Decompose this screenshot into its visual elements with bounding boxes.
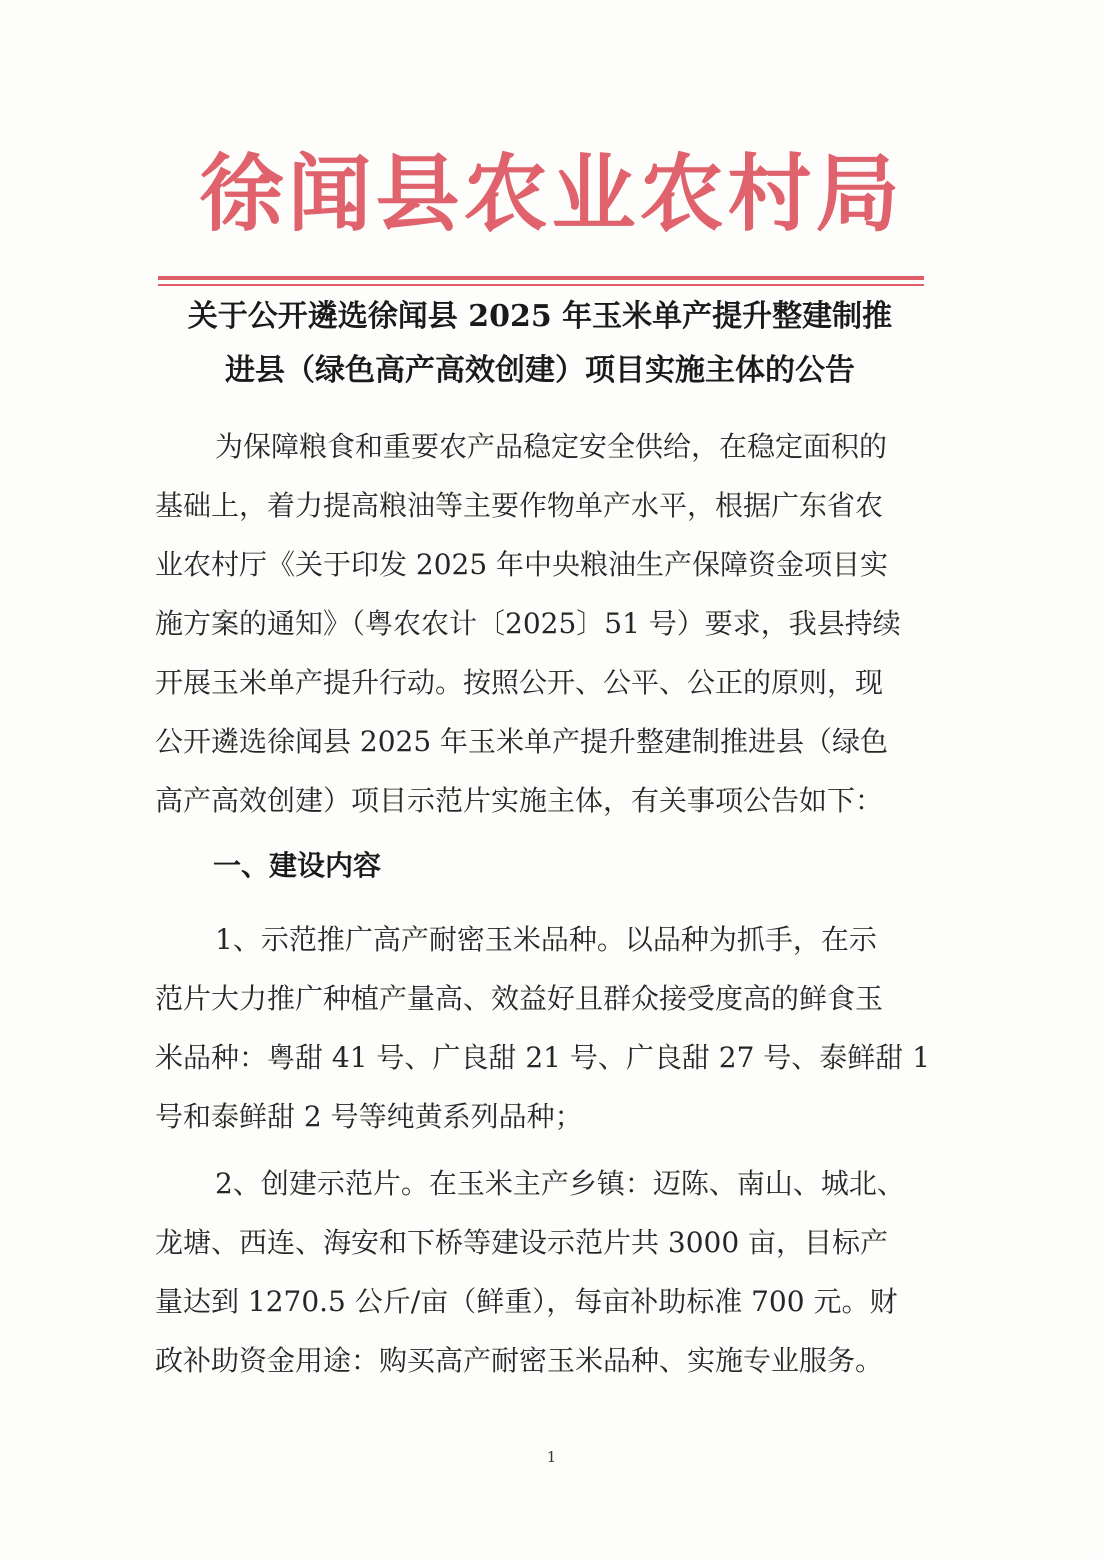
- page-number: 1: [546, 1448, 557, 1466]
- paragraph-line: 高产高效创建）项目示范片实施主体，有关事项公告如下：: [155, 784, 884, 817]
- paragraph-line: 施方案的通知》（粤农农计〔2025〕51 号）要求，我县持续: [155, 607, 901, 640]
- paragraph-line: 为保障粮食和重要农产品稳定安全供给，在稳定面积的: [215, 430, 888, 463]
- paragraph-line: 量达到 1270.5 公斤/亩（鲜重），每亩补助标准 700 元。财: [155, 1285, 898, 1318]
- intro-paragraph: [155, 417, 918, 830]
- paragraph-line: 公开遴选徐闻县 2025 年玉米单产提升整建制推进县（绿色: [155, 725, 889, 758]
- paragraph-line: 龙塘、西连、海安和下桥等建设示范片共 3000 亩，目标产: [155, 1226, 889, 1259]
- paragraph-line: 政补助资金用途：购买高产耐密玉米品种、实施专业服务。: [155, 1344, 884, 1377]
- paragraph-line: 米品种：粤甜 41 号、广良甜 21 号、广良甜 27 号、泰鲜甜 1: [155, 1041, 931, 1074]
- notice-title: [140, 290, 940, 398]
- masthead-rule-thick: [158, 276, 924, 280]
- paragraph-line: 号和泰鲜甜 2 号等纯黄系列品种；: [155, 1100, 583, 1133]
- item-1-paragraph: [155, 910, 931, 1146]
- section-heading: 一、建设内容: [213, 849, 382, 882]
- item-2-paragraph: [155, 1154, 918, 1390]
- paragraph-line: 基础上，着力提高粮油等主要作物单产水平，根据广东省农: [155, 489, 884, 522]
- paragraph-line: 2、创建示范片。在玉米主产乡镇：迈陈、南山、城北、: [215, 1167, 905, 1200]
- paragraph-line: 范片大力推广种植产量高、效益好且群众接受度高的鲜食玉: [155, 982, 884, 1015]
- masthead-rule-thin: [158, 284, 924, 286]
- paragraph-line: 1、示范推广高产耐密玉米品种。以品种为抓手，在示: [215, 923, 877, 956]
- masthead-title: 徐闻县农业农村局: [199, 144, 904, 243]
- title-line: 关于公开遴选徐闻县 2025 年玉米单产提升整建制推: [187, 299, 893, 334]
- paragraph-line: 开展玉米单产提升行动。按照公开、公平、公正的原则，现: [155, 666, 884, 699]
- paragraph-line: 业农村厅《关于印发 2025 年中央粮油生产保障资金项目实: [155, 548, 889, 581]
- title-line: 进县（绿色高产高效创建）项目实施主体的公告: [225, 353, 855, 388]
